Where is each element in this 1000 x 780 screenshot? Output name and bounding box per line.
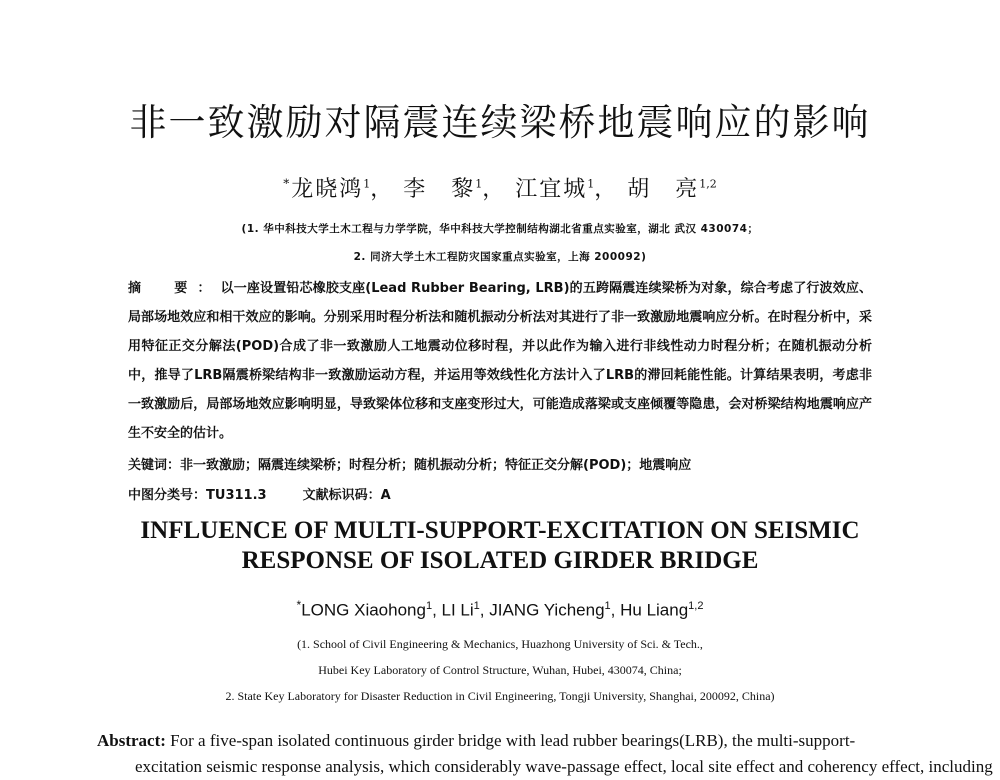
english-abstract-continuation: excitation seismic response analysis, which considerably wave-passage effect, local site effect and coherency effect, including bbox=[135, 757, 993, 776]
classification-line bbox=[128, 484, 872, 503]
chinese-abstract-text: 以一座设置铅芯橡胶支座(Lead Rubber Bearing, LRB)的五跨隔震连续梁桥为对象，综合考虑了行波效应、局部场地效应和相干效应的影响。分别采用时程分析法和随机振动分析法对其进行了非一致激励地震响应分析。在时程分析中，采用特征正交分解法(POD)合成了非一致激励人工地震动位移时程，并以此作为输入进行非线性动力时程分析；在随机振动分析中，推导了LRB隔震桥梁结构非一致激励运动方程，并运用等效线性化方法计入了LRB的滞回耗能性能。计算结果表明，考虑非一致激励后，局部场地效应影响明显，导致梁体位移和支座变形过大，可能造成落梁或支座倾覆等隐患，会对桥梁结构地震响应产生不安全的估计。 bbox=[128, 281, 872, 441]
en-author-1-star: * bbox=[296, 598, 302, 612]
english-authors bbox=[0, 598, 1000, 621]
english-affiliation-3: 2. State Key Laboratory for Disaster Reduction in Civil Engineering, Tongji University, Shanghai, 200092, China) bbox=[225, 689, 775, 703]
author-1-affil: 1 bbox=[363, 177, 371, 191]
author-4-affil: 1,2 bbox=[699, 177, 717, 191]
english-title-line-2: RESPONSE OF ISOLATED GIRDER BRIDGE bbox=[241, 547, 759, 574]
clc-value: TU311.3 bbox=[206, 488, 267, 503]
author-separator: , bbox=[432, 600, 442, 620]
chinese-affiliation-2: 2. 同济大学土木工程防灾国家重点实验室，上海 200092) bbox=[353, 251, 647, 263]
english-affiliation-1: (1. School of Civil Engineering & Mechanics, Huazhong University of Sci. & Tech., bbox=[297, 637, 703, 651]
chinese-abstract-label: 摘 要： bbox=[128, 281, 221, 296]
author-1-name: 龙晓鸿 bbox=[291, 177, 364, 202]
author-separator: , bbox=[610, 600, 621, 620]
chinese-abstract bbox=[128, 274, 872, 448]
english-title bbox=[0, 516, 1000, 576]
en-author-4-name: Hu Liang bbox=[620, 600, 689, 620]
doc-code-label: 文献标识码： bbox=[302, 488, 381, 503]
keywords-text: 非一致激励；隔震连续梁桥；时程分析；随机振动分析；特征正交分解(POD)；地震响应 bbox=[180, 458, 692, 473]
english-title-line-1: INFLUENCE OF MULTI-SUPPORT-EXCITATION ON SEISMIC bbox=[140, 517, 860, 544]
clc-label: 中图分类号： bbox=[128, 488, 207, 503]
en-author-4-affil: 1,2 bbox=[688, 600, 704, 612]
english-abstract-text: For a five-span isolated continuous girder bridge with lead rubber bearings(LRB), the multi-support- bbox=[170, 731, 856, 750]
en-author-3-affil: 1 bbox=[604, 600, 611, 612]
chinese-title: 非一致激励对隔震连续梁桥地震响应的影响 bbox=[129, 101, 871, 144]
keywords-label: 关键词： bbox=[128, 458, 181, 473]
english-abstract-label: Abstract: bbox=[97, 731, 166, 750]
author-separator: ， bbox=[482, 177, 507, 202]
author-separator: , bbox=[479, 600, 490, 620]
chinese-authors bbox=[0, 172, 1000, 203]
author-1-star: * bbox=[283, 176, 292, 191]
author-separator: ， bbox=[594, 177, 619, 202]
author-4-name: 胡 亮 bbox=[627, 177, 700, 202]
en-author-2-name: LI Li bbox=[441, 600, 474, 620]
chinese-keywords bbox=[128, 454, 872, 473]
en-author-2-affil: 1 bbox=[473, 600, 480, 612]
en-author-3-name: JIANG Yicheng bbox=[489, 600, 605, 620]
english-affiliation-2: Hubei Key Laboratory of Control Structure, Wuhan, Hubei, 430074, China; bbox=[318, 663, 682, 677]
author-2-affil: 1 bbox=[475, 177, 483, 191]
en-author-1-name: LONG Xiaohong bbox=[301, 600, 426, 620]
chinese-affiliation-1: (1. 华中科技大学土木工程与力学学院，华中科技大学控制结构湖北省重点实验室，湖北 武汉 430074； bbox=[241, 223, 759, 235]
author-separator: ， bbox=[370, 177, 395, 202]
author-2-name: 李 黎 bbox=[403, 177, 476, 202]
doc-code-value: A bbox=[380, 488, 391, 503]
english-abstract bbox=[97, 728, 993, 776]
author-3-affil: 1 bbox=[587, 177, 595, 191]
en-author-1-affil: 1 bbox=[425, 600, 433, 612]
author-3-name: 江宜城 bbox=[515, 177, 588, 202]
